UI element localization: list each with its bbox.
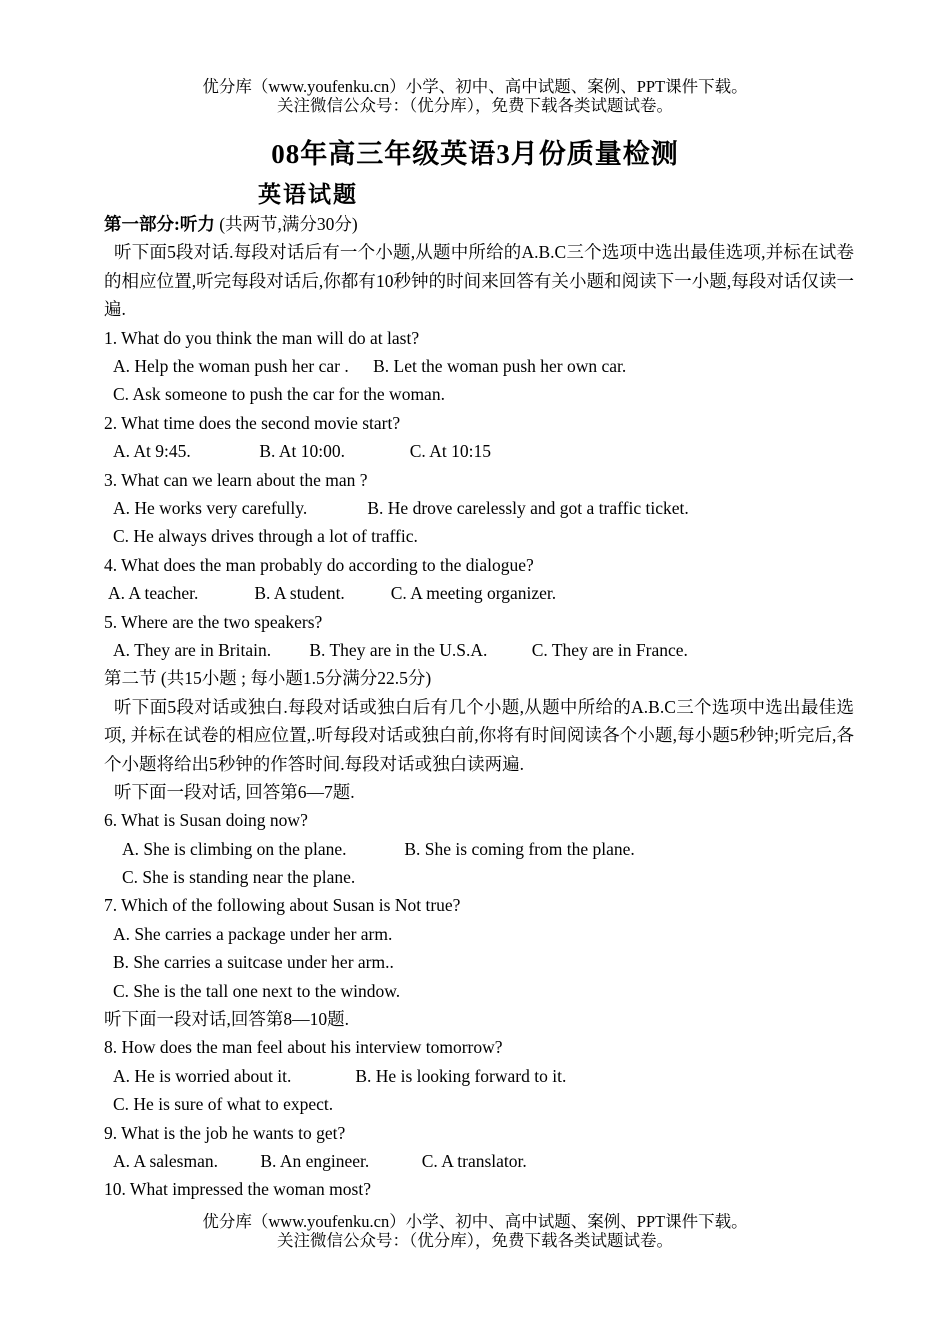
question-3-option-b: B. He drove carelessly and got a traffic ticket. bbox=[367, 497, 689, 518]
question-2-option-c: C. At 10:15 bbox=[409, 441, 491, 462]
question-6-option-c: C. She is standing near the plane. bbox=[122, 867, 356, 888]
question-4-stem: 4. What does the man probably do according to the dialogue? bbox=[104, 554, 534, 575]
question-2-option-a: A. At 9:45. bbox=[113, 441, 191, 462]
question-8-option-c-row bbox=[104, 1090, 854, 1118]
footer-line-1: 优分库（www.youfenku.cn）小学、初中、高中试题、案例、PPT课件下载。 bbox=[202, 1212, 748, 1231]
footer-line-2: 关注微信公众号：（优分库），免费下载各类试题试卷。 bbox=[277, 1231, 673, 1250]
question-1-option-a: A. Help the woman push her car . bbox=[113, 356, 349, 376]
question-7-option-a: A. She carries a package under her arm. bbox=[113, 923, 393, 944]
question-5-options bbox=[104, 636, 854, 664]
question-3-stem: 3. What can we learn about the man ? bbox=[104, 469, 368, 490]
question-6-option-b: B. She is coming from the plane. bbox=[404, 838, 635, 859]
header-line-2: 关注微信公众号：（优分库），免费下载各类试题试卷。 bbox=[277, 96, 673, 115]
part1-heading bbox=[104, 210, 854, 238]
question-4-option-a: A. A teacher. bbox=[108, 583, 199, 604]
exam-title: 08年高三年级英语3月份质量检测 bbox=[271, 139, 679, 169]
question-9-options bbox=[104, 1147, 854, 1175]
section2-group1-note: 听下面一段对话, 回答第6—7题. bbox=[114, 781, 355, 802]
question-6-options bbox=[104, 835, 854, 863]
question-1-options bbox=[104, 352, 854, 380]
question-2-option-b: B. At 10:00. bbox=[259, 441, 345, 462]
section2-heading: 第二节 (共15小题 ; 每小题1.5分满分22.5分) bbox=[104, 668, 432, 689]
question-5-option-c: C. They are in France. bbox=[531, 639, 688, 660]
question-1-option-c: C. Ask someone to push the car for the woman. bbox=[113, 384, 445, 405]
exam-content bbox=[104, 210, 854, 1204]
question-6-option-c-row bbox=[104, 863, 854, 891]
question-3-options bbox=[104, 494, 854, 522]
question-7-option-b: B. She carries a suitcase under her arm.. bbox=[113, 952, 394, 973]
question-3-option-c: C. He always drives through a lot of traffic. bbox=[113, 526, 418, 547]
question-10-stem: 10. What impressed the woman most? bbox=[104, 1179, 371, 1200]
question-8-option-c: C. He is sure of what to expect. bbox=[113, 1094, 334, 1115]
part1-instructions: 听下面5段对话.每段对话后有一个小题,从题中所给的A.B.C三个选项中选出最佳选项,并标在试卷的相应位置,听完每段对话后,你都有10秒钟的时间来回答有关小题和阅读下一小题,每段对话仅读一遍. bbox=[104, 242, 854, 320]
question-9-option-c: C. A translator. bbox=[421, 1150, 527, 1171]
question-6-stem: 6. What is Susan doing now? bbox=[104, 810, 308, 831]
question-1-option-c-row bbox=[104, 380, 854, 408]
question-9-stem: 9. What is the job he wants to get? bbox=[104, 1122, 346, 1143]
question-4-option-c: C. A meeting organizer. bbox=[390, 583, 557, 604]
header-line-1: 优分库（www.youfenku.cn）小学、初中、高中试题、案例、PPT课件下载。 bbox=[202, 77, 748, 96]
page-footer bbox=[0, 1212, 950, 1250]
question-2-stem: 2. What time does the second movie start? bbox=[104, 412, 401, 433]
question-4-option-b: B. A student. bbox=[254, 583, 345, 604]
question-5-stem: 5. Where are the two speakers? bbox=[104, 611, 323, 632]
question-8-stem: 8. How does the man feel about his interview tomorrow? bbox=[104, 1037, 503, 1058]
question-6-option-a: A. She is climbing on the plane. bbox=[122, 838, 347, 859]
question-5-option-b: B. They are in the U.S.A. bbox=[309, 639, 488, 660]
section2-group2-note: 听下面一段对话,回答第8—10题. bbox=[104, 1009, 349, 1030]
part1-heading-bold: 第一部分:听力 bbox=[104, 214, 215, 234]
exam-subtitle: 英语试题 bbox=[258, 182, 358, 207]
question-1-option-b: B. Let the woman push her own car. bbox=[373, 356, 627, 376]
question-3-option-c-row bbox=[104, 522, 854, 550]
question-9-option-a: A. A salesman. bbox=[113, 1150, 218, 1171]
question-8-options bbox=[104, 1062, 854, 1090]
question-8-option-a: A. He is worried about it. bbox=[113, 1065, 292, 1086]
part1-heading-rest: (共两节,满分30分) bbox=[214, 214, 358, 234]
question-3-option-a: A. He works very carefully. bbox=[113, 497, 308, 518]
question-2-options bbox=[104, 437, 854, 465]
question-7-option-c: C. She is the tall one next to the window. bbox=[113, 980, 401, 1001]
question-9-option-b: B. An engineer. bbox=[260, 1150, 370, 1171]
question-7-stem: 7. Which of the following about Susan is Not true? bbox=[104, 895, 461, 916]
question-8-option-b: B. He is looking forward to it. bbox=[355, 1065, 567, 1086]
page-header bbox=[0, 77, 950, 115]
question-1-stem: 1. What do you think the man will do at last? bbox=[104, 327, 420, 348]
question-5-option-a: A. They are in Britain. bbox=[113, 639, 272, 660]
question-4-options bbox=[104, 579, 854, 607]
section2-instructions: 听下面5段对话或独白.每段对话或独白后有几个小题,从题中所给的A.B.C三个选项中选出最佳选项, 并标在试卷的相应位置,.听每段对话或独白前,你将有时间阅读各个小题,每小题5秒钟;听完后,各个小题将给出5秒钟的作答时间.每段对话或独白读两遍. bbox=[104, 696, 854, 774]
